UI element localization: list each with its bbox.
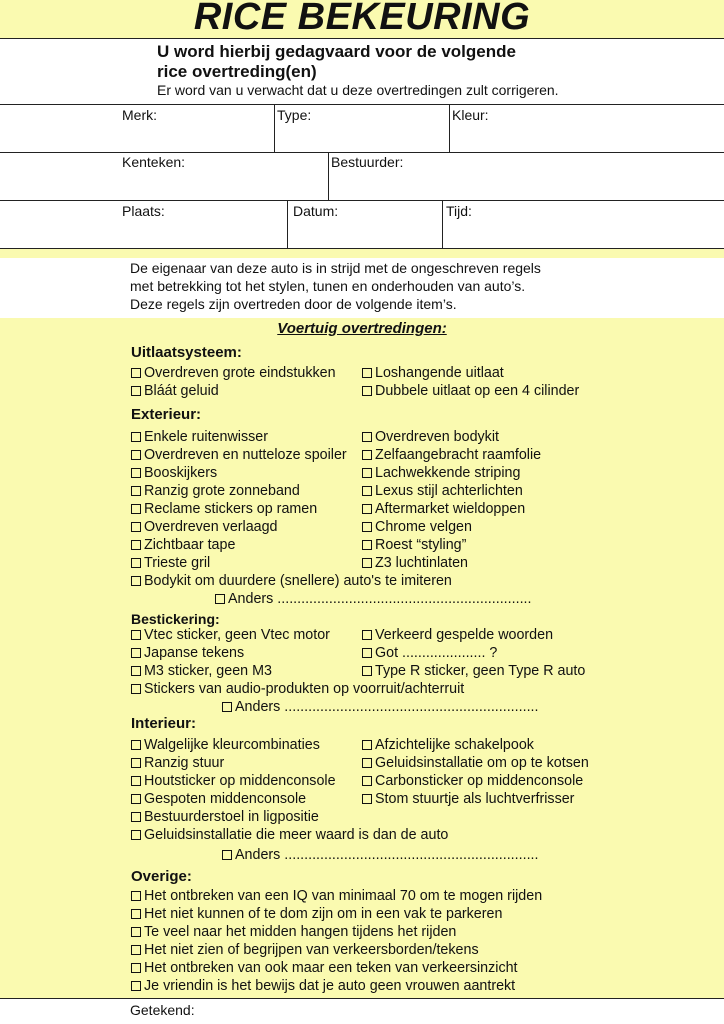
- checkbox[interactable]: [215, 594, 225, 604]
- checkbox-item[interactable]: Het niet kunnen of te dom zijn om in een vak te parkeren: [131, 906, 502, 923]
- checkbox-item[interactable]: Z3 luchtinlaten: [362, 555, 468, 572]
- checkbox-item[interactable]: Bláát geluid: [131, 383, 219, 400]
- checkbox[interactable]: [362, 630, 372, 640]
- checkbox[interactable]: [222, 850, 232, 860]
- checkbox[interactable]: [131, 386, 141, 396]
- checkbox-item[interactable]: Japanse tekens: [131, 645, 244, 662]
- header-line-2: rice overtreding(en): [157, 62, 317, 81]
- checkbox[interactable]: [362, 468, 372, 478]
- checkbox[interactable]: [362, 486, 372, 496]
- section-interieur-title: Interieur:: [131, 715, 197, 732]
- checkbox-item[interactable]: Vtec sticker, geen Vtec motor: [131, 627, 330, 644]
- checkbox-item[interactable]: Geluidsinstallatie die meer waard is dan de auto: [131, 827, 448, 844]
- checkbox[interactable]: [131, 830, 141, 840]
- checkbox[interactable]: [362, 386, 372, 396]
- checkbox[interactable]: [131, 504, 141, 514]
- checkbox-item[interactable]: Lachwekkende striping: [362, 465, 520, 482]
- signature-field[interactable]: [0, 998, 724, 1024]
- checkbox-item[interactable]: Overdreven bodykit: [362, 429, 499, 446]
- checkbox-item[interactable]: Ranzig stuur: [131, 755, 224, 772]
- header-box: [0, 38, 724, 104]
- checkbox-item[interactable]: Roest “styling”: [362, 537, 466, 554]
- section-exterieur-title: Exterieur:: [131, 406, 202, 423]
- checkbox[interactable]: [131, 891, 141, 901]
- checkbox[interactable]: [362, 540, 372, 550]
- checkbox[interactable]: [131, 945, 141, 955]
- checkbox[interactable]: [131, 963, 141, 973]
- checkbox[interactable]: [362, 558, 372, 568]
- checkbox-item[interactable]: Gespoten middenconsole: [131, 791, 306, 808]
- checkbox-item[interactable]: Ranzig grote zonneband: [131, 483, 300, 500]
- checkbox[interactable]: [362, 432, 372, 442]
- section-bestickering-title: Bestickering:: [131, 611, 220, 627]
- checkbox-item-other[interactable]: Anders ................................................................: [222, 847, 539, 864]
- checkbox[interactable]: [131, 758, 141, 768]
- intro-line-3: Deze regels zijn overtreden door de volgende item’s.: [130, 296, 457, 312]
- field-bestuurder[interactable]: Bestuurder:: [331, 154, 404, 170]
- checkbox[interactable]: [131, 368, 141, 378]
- checkbox[interactable]: [131, 927, 141, 937]
- section-overige-title: Overige:: [131, 868, 192, 885]
- checkbox-item[interactable]: Te veel naar het midden hangen tijdens het rijden: [131, 924, 456, 941]
- field-type[interactable]: Type:: [277, 107, 312, 123]
- checkbox-item[interactable]: Het ontbreken van ook maar een teken van verkeersinzicht: [131, 960, 518, 977]
- checkbox-item[interactable]: Houtsticker op middenconsole: [131, 773, 336, 790]
- checkbox[interactable]: [362, 450, 372, 460]
- checkbox-item[interactable]: Got ..................... ?: [362, 645, 497, 662]
- checkbox-item[interactable]: Trieste gril: [131, 555, 210, 572]
- checkbox[interactable]: [131, 522, 141, 532]
- checkbox-item[interactable]: Bodykit om duurdere (snellere) auto's te imiteren: [131, 573, 452, 590]
- checkbox-item-other[interactable]: Anders ................................................................: [215, 591, 532, 608]
- checkbox-item[interactable]: Enkele ruitenwisser: [131, 429, 268, 446]
- checkbox[interactable]: [131, 794, 141, 804]
- checkbox-item[interactable]: Zelfaangebracht raamfolie: [362, 447, 541, 464]
- checkbox-item[interactable]: Je vriendin is het bewijs dat je auto geen vrouwen aantrekt: [131, 978, 515, 995]
- checkbox-item[interactable]: Loshangende uitlaat: [362, 365, 504, 382]
- field-merk[interactable]: Merk:: [122, 107, 157, 123]
- intro-block: [0, 258, 724, 318]
- checkbox[interactable]: [131, 486, 141, 496]
- vehicle-info-grid: [0, 104, 724, 249]
- checkbox[interactable]: [131, 558, 141, 568]
- checkbox[interactable]: [222, 702, 232, 712]
- field-tijd[interactable]: Tijd:: [446, 203, 472, 219]
- checkbox-item[interactable]: Dubbele uitlaat op een 4 cilinder: [362, 383, 579, 400]
- checkbox-item[interactable]: Chrome velgen: [362, 519, 472, 536]
- field-kenteken[interactable]: Kenteken:: [122, 154, 186, 170]
- field-plaats[interactable]: Plaats:: [122, 203, 165, 219]
- checkbox[interactable]: [362, 522, 372, 532]
- checkbox[interactable]: [131, 666, 141, 676]
- field-kleur[interactable]: Kleur:: [452, 107, 489, 123]
- checkbox-item[interactable]: Geluidsinstallatie om op te kotsen: [362, 755, 589, 772]
- field-datum[interactable]: Datum:: [293, 203, 339, 219]
- checkbox-item[interactable]: Het ontbreken van een IQ van minimaal 70 om te mogen rijden: [131, 888, 542, 905]
- checkbox[interactable]: [362, 776, 372, 786]
- checkbox-item[interactable]: Zichtbaar tape: [131, 537, 235, 554]
- intro-line-1: De eigenaar van deze auto is in strijd met de ongeschreven regels: [130, 260, 541, 276]
- violations-heading: [0, 320, 724, 338]
- checkbox[interactable]: [131, 468, 141, 478]
- signature-label: Getekend:: [130, 1002, 195, 1018]
- checkbox[interactable]: [131, 450, 141, 460]
- checkbox[interactable]: [362, 794, 372, 804]
- checkbox-item[interactable]: Afzichtelijke schakelpook: [362, 737, 534, 754]
- title-band: [0, 0, 724, 38]
- checkbox[interactable]: [131, 812, 141, 822]
- checkbox-item[interactable]: Walgelijke kleurcombinaties: [131, 737, 320, 754]
- checkbox[interactable]: [131, 909, 141, 919]
- checkbox-item[interactable]: Overdreven verlaagd: [131, 519, 278, 536]
- checkbox-item-other[interactable]: Anders ................................................................: [222, 699, 539, 716]
- checkbox[interactable]: [362, 666, 372, 676]
- header-subtitle: Er word van u verwacht dat u deze overtredingen zult corrigeren.: [157, 82, 559, 98]
- checkbox[interactable]: [131, 576, 141, 586]
- checkbox[interactable]: [362, 740, 372, 750]
- checkbox-item[interactable]: Overdreven en nutteloze spoiler: [131, 447, 347, 464]
- section-uitlaat-title: Uitlaatsysteem:: [131, 344, 242, 361]
- checkbox[interactable]: [131, 776, 141, 786]
- checkbox-item[interactable]: Aftermarket wieldoppen: [362, 501, 525, 518]
- checkbox-item[interactable]: Type R sticker, geen Type R auto: [362, 663, 585, 680]
- checkbox-item[interactable]: Booskijkers: [131, 465, 217, 482]
- header-line-1: U word hierbij gedagvaard voor de volgende: [157, 42, 516, 61]
- checkbox-item[interactable]: Verkeerd gespelde woorden: [362, 627, 553, 644]
- checkbox[interactable]: [131, 648, 141, 658]
- intro-line-2: met betrekking tot het stylen, tunen en onderhouden van auto’s.: [130, 278, 526, 294]
- checkbox-item[interactable]: Reclame stickers op ramen: [131, 501, 317, 518]
- checkbox-item[interactable]: Carbonsticker op middenconsole: [362, 773, 583, 790]
- checkbox[interactable]: [131, 432, 141, 442]
- checkbox-item[interactable]: Lexus stijl achterlichten: [362, 483, 523, 500]
- checkbox-item[interactable]: Stickers van audio-produkten op voorruit/achterruit: [131, 681, 464, 698]
- checkbox-item[interactable]: Overdreven grote eindstukken: [131, 365, 336, 382]
- checkbox[interactable]: [362, 758, 372, 768]
- checkbox-item[interactable]: Bestuurderstoel in ligpositie: [131, 809, 319, 826]
- checkbox[interactable]: [131, 684, 141, 694]
- checkbox[interactable]: [131, 630, 141, 640]
- checkbox[interactable]: [362, 504, 372, 514]
- violations-heading-text: Voertuig overtredingen:: [277, 320, 447, 337]
- checkbox[interactable]: [131, 740, 141, 750]
- checkbox[interactable]: [131, 540, 141, 550]
- checkbox[interactable]: [362, 368, 372, 378]
- checkbox-item[interactable]: Stom stuurtje als luchtverfrisser: [362, 791, 574, 808]
- checkbox-item[interactable]: M3 sticker, geen M3: [131, 663, 272, 680]
- page-title: RICE BEKEURING: [193, 0, 531, 38]
- checkbox-item[interactable]: Het niet zien of begrijpen van verkeersborden/tekens: [131, 942, 479, 959]
- checkbox[interactable]: [131, 981, 141, 991]
- checkbox[interactable]: [362, 648, 372, 658]
